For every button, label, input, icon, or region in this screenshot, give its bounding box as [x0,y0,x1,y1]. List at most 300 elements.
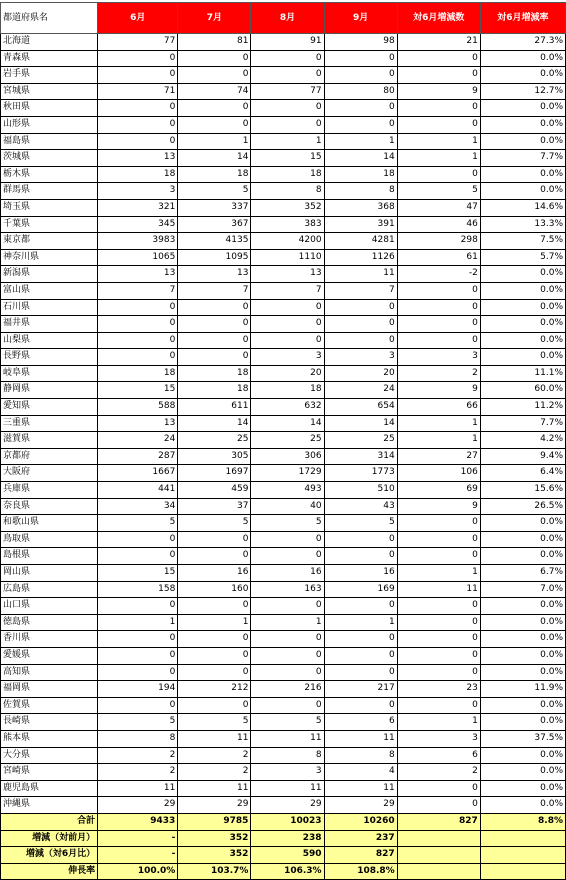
cell-august: 29 [251,797,324,814]
cell-june: 0 [98,548,178,565]
footer-cell-prefecture: 合計 [1,813,98,830]
table-row [1,67,566,84]
table-row [1,548,566,565]
table-row [1,482,566,499]
table-row [1,714,566,731]
cell-prefecture: 鳥取県 [1,531,98,548]
cell-prefecture: 福岡県 [1,681,98,698]
cell-change-rate: 9.4% [480,448,565,465]
footer-cell-august: 590 [251,847,324,864]
cell-june: 0 [98,647,178,664]
cell-july: 0 [178,67,251,84]
cell-september: 169 [324,581,397,598]
table-row [1,233,566,250]
table-row [1,266,566,283]
cell-september: 18 [324,166,397,183]
cell-change-count: 11 [397,581,480,598]
table-row [1,116,566,133]
table-row [1,83,566,100]
cell-july: 2 [178,764,251,781]
cell-september: 20 [324,365,397,382]
footer-cell-september: 827 [324,847,397,864]
cell-change-count: 9 [397,83,480,100]
cell-change-count: 69 [397,482,480,499]
footer-cell-september: 237 [324,830,397,847]
cell-august: 493 [251,482,324,499]
table-row [1,631,566,648]
cell-june: 0 [98,349,178,366]
cell-change-count: 1 [397,432,480,449]
cell-july: 337 [178,199,251,216]
footer-cell-june: - [98,830,178,847]
cell-change-count: 0 [397,332,480,349]
footer-cell-change-rate [480,847,565,864]
table-row [1,531,566,548]
cell-change-count: 0 [397,797,480,814]
cell-change-rate: 7.7% [480,150,565,167]
cell-august: 40 [251,498,324,515]
cell-july: 0 [178,664,251,681]
table-row [1,565,566,582]
cell-september: 6 [324,714,397,731]
cell-july: 29 [178,797,251,814]
footer-cell-august: 10023 [251,813,324,830]
cell-july: 212 [178,681,251,698]
cell-july: 0 [178,299,251,316]
cell-change-count: 66 [397,399,480,416]
cell-prefecture: 和歌山県 [1,515,98,532]
footer-cell-change-count [397,847,480,864]
footer-cell-change-rate [480,830,565,847]
cell-change-rate: 0.0% [480,166,565,183]
cell-prefecture: 広島県 [1,581,98,598]
table-row [1,730,566,747]
table-row [1,432,566,449]
cell-september: 510 [324,482,397,499]
cell-august: 0 [251,598,324,615]
footer-cell-june: 100.0% [98,863,178,880]
cell-change-count: 0 [397,67,480,84]
cell-change-rate: 0.0% [480,316,565,333]
cell-change-count: 0 [397,647,480,664]
cell-prefecture: 福島県 [1,133,98,150]
cell-september: 1 [324,133,397,150]
cell-prefecture: 山形県 [1,116,98,133]
cell-july: 25 [178,432,251,449]
cell-change-count: 0 [397,515,480,532]
footer-cell-prefecture: 伸長率 [1,863,98,880]
cell-prefecture: 大分県 [1,747,98,764]
cell-june: 158 [98,581,178,598]
table-row [1,647,566,664]
cell-august: 1 [251,133,324,150]
table-row [1,697,566,714]
cell-august: 0 [251,664,324,681]
cell-july: 0 [178,631,251,648]
cell-june: 2 [98,764,178,781]
cell-september: 314 [324,448,397,465]
cell-september: 0 [324,67,397,84]
footer-cell-change-rate: 8.8% [480,813,565,830]
cell-july: 0 [178,548,251,565]
cell-july: 367 [178,216,251,233]
cell-june: 0 [98,100,178,117]
cell-august: 8 [251,183,324,200]
cell-june: 441 [98,482,178,499]
cell-september: 0 [324,316,397,333]
cell-prefecture: 静岡県 [1,382,98,399]
cell-september: 98 [324,34,397,51]
cell-prefecture: 東京都 [1,233,98,250]
cell-july: 0 [178,531,251,548]
cell-prefecture: 秋田県 [1,100,98,117]
cell-august: 8 [251,747,324,764]
table-row [1,199,566,216]
cell-september: 0 [324,100,397,117]
cell-september: 11 [324,730,397,747]
footer-cell-august: 238 [251,830,324,847]
footer-cell-july: 352 [178,830,251,847]
cell-august: 11 [251,780,324,797]
cell-change-count: 0 [397,664,480,681]
cell-september: 80 [324,83,397,100]
table-row [1,465,566,482]
footer-cell-prefecture: 増減（対前月） [1,830,98,847]
header-june: 6月 [98,3,178,34]
cell-july: 459 [178,482,251,499]
cell-july: 1 [178,133,251,150]
table-row [1,316,566,333]
cell-august: 4200 [251,233,324,250]
cell-july: 13 [178,266,251,283]
table-row [1,780,566,797]
cell-june: 13 [98,415,178,432]
table-row [1,150,566,167]
cell-august: 0 [251,50,324,67]
cell-change-count: 3 [397,349,480,366]
cell-september: 14 [324,415,397,432]
cell-july: 14 [178,415,251,432]
cell-june: 1 [98,614,178,631]
cell-june: 0 [98,598,178,615]
cell-prefecture: 徳島県 [1,614,98,631]
cell-september: 0 [324,50,397,67]
table-row [1,664,566,681]
header-september: 9月 [324,3,397,34]
cell-change-rate: 0.0% [480,515,565,532]
cell-change-rate: 0.0% [480,349,565,366]
table-footer [1,813,566,879]
cell-prefecture: 岐阜県 [1,365,98,382]
cell-prefecture: 千葉県 [1,216,98,233]
change-vs-june-row [1,847,566,864]
cell-june: 8 [98,730,178,747]
cell-change-rate: 11.9% [480,681,565,698]
footer-cell-change-count: 827 [397,813,480,830]
cell-july: 1697 [178,465,251,482]
cell-june: 0 [98,67,178,84]
cell-august: 5 [251,714,324,731]
cell-prefecture: 熊本県 [1,730,98,747]
cell-change-count: 0 [397,697,480,714]
cell-prefecture: 福井県 [1,316,98,333]
cell-september: 4 [324,764,397,781]
table-row [1,448,566,465]
cell-change-count: 46 [397,216,480,233]
header-july: 7月 [178,3,251,34]
cell-july: 5 [178,515,251,532]
cell-august: 18 [251,382,324,399]
table-row [1,133,566,150]
cell-june: 0 [98,133,178,150]
cell-change-count: 1 [397,714,480,731]
cell-july: 7 [178,282,251,299]
cell-prefecture: 京都府 [1,448,98,465]
cell-prefecture: 山梨県 [1,332,98,349]
cell-august: 0 [251,697,324,714]
cell-july: 11 [178,730,251,747]
cell-june: 34 [98,498,178,515]
cell-august: 216 [251,681,324,698]
cell-august: 20 [251,365,324,382]
footer-cell-change-count [397,830,480,847]
cell-june: 0 [98,664,178,681]
table-row [1,50,566,67]
cell-change-rate: 0.0% [480,664,565,681]
cell-prefecture: 島根県 [1,548,98,565]
cell-change-rate: 0.0% [480,100,565,117]
cell-july: 14 [178,150,251,167]
cell-july: 0 [178,316,251,333]
cell-change-count: 0 [397,100,480,117]
cell-september: 4281 [324,233,397,250]
cell-change-rate: 0.0% [480,133,565,150]
cell-august: 0 [251,332,324,349]
cell-june: 18 [98,166,178,183]
cell-change-rate: 0.0% [480,183,565,200]
cell-july: 1095 [178,249,251,266]
cell-july: 0 [178,697,251,714]
cell-change-rate: 13.3% [480,216,565,233]
cell-change-count: 0 [397,598,480,615]
cell-change-rate: 0.0% [480,531,565,548]
cell-september: 3 [324,349,397,366]
cell-june: 13 [98,150,178,167]
cell-change-rate: 0.0% [480,714,565,731]
cell-july: 81 [178,34,251,51]
footer-cell-june: 9433 [98,813,178,830]
table-row [1,349,566,366]
table-row [1,100,566,117]
cell-july: 18 [178,382,251,399]
cell-prefecture: 岩手県 [1,67,98,84]
cell-prefecture: 長野県 [1,349,98,366]
cell-june: 24 [98,432,178,449]
cell-change-count: 0 [397,614,480,631]
cell-change-count: 61 [397,249,480,266]
cell-september: 0 [324,697,397,714]
cell-september: 0 [324,332,397,349]
cell-change-rate: 0.0% [480,697,565,714]
cell-change-rate: 26.5% [480,498,565,515]
cell-prefecture: 栃木県 [1,166,98,183]
cell-september: 16 [324,565,397,582]
footer-cell-september: 10260 [324,813,397,830]
cell-change-rate: 0.0% [480,299,565,316]
cell-august: 16 [251,565,324,582]
cell-september: 0 [324,631,397,648]
cell-september: 0 [324,299,397,316]
cell-august: 13 [251,266,324,283]
cell-change-rate: 0.0% [480,764,565,781]
cell-august: 0 [251,100,324,117]
cell-june: 15 [98,565,178,582]
table-row [1,34,566,51]
cell-july: 5 [178,183,251,200]
cell-september: 0 [324,548,397,565]
cell-august: 1110 [251,249,324,266]
table-row [1,598,566,615]
cell-june: 0 [98,299,178,316]
footer-cell-change-rate [480,863,565,880]
cell-august: 3 [251,764,324,781]
cell-september: 29 [324,797,397,814]
cell-prefecture: 愛媛県 [1,647,98,664]
cell-change-count: 27 [397,448,480,465]
cell-june: 5 [98,515,178,532]
cell-september: 1773 [324,465,397,482]
cell-june: 3983 [98,233,178,250]
cell-change-rate: 0.0% [480,647,565,664]
cell-august: 0 [251,531,324,548]
cell-august: 15 [251,150,324,167]
cell-change-rate: 5.7% [480,249,565,266]
cell-change-rate: 0.0% [480,332,565,349]
cell-change-rate: 0.0% [480,631,565,648]
cell-june: 0 [98,316,178,333]
cell-september: 25 [324,432,397,449]
cell-june: 345 [98,216,178,233]
cell-prefecture: 三重県 [1,415,98,432]
cell-prefecture: 高知県 [1,664,98,681]
cell-prefecture: 香川県 [1,631,98,648]
cell-september: 43 [324,498,397,515]
cell-july: 37 [178,498,251,515]
change-prev-month-row [1,830,566,847]
cell-change-rate: 60.0% [480,382,565,399]
cell-change-count: 9 [397,498,480,515]
cell-september: 11 [324,780,397,797]
cell-august: 306 [251,448,324,465]
cell-july: 0 [178,647,251,664]
cell-change-rate: 0.0% [480,67,565,84]
cell-june: 0 [98,531,178,548]
cell-july: 0 [178,100,251,117]
table-body [1,34,566,814]
cell-change-count: 23 [397,681,480,698]
cell-july: 0 [178,349,251,366]
cell-august: 352 [251,199,324,216]
cell-september: 0 [324,664,397,681]
cell-prefecture: 沖縄県 [1,797,98,814]
cell-august: 0 [251,67,324,84]
cell-prefecture: 青森県 [1,50,98,67]
cell-change-count: 6 [397,747,480,764]
cell-august: 163 [251,581,324,598]
cell-prefecture: 群馬県 [1,183,98,200]
cell-change-rate: 0.0% [480,266,565,283]
cell-change-rate: 27.3% [480,34,565,51]
cell-july: 74 [178,83,251,100]
table-row [1,332,566,349]
cell-september: 0 [324,116,397,133]
cell-august: 0 [251,316,324,333]
cell-change-rate: 0.0% [480,598,565,615]
cell-change-rate: 11.1% [480,365,565,382]
table-row [1,299,566,316]
cell-june: 2 [98,747,178,764]
cell-change-count: 0 [397,116,480,133]
cell-change-count: 0 [397,631,480,648]
footer-cell-july: 103.7% [178,863,251,880]
cell-august: 632 [251,399,324,416]
cell-august: 0 [251,116,324,133]
cell-change-count: 0 [397,531,480,548]
cell-august: 3 [251,349,324,366]
cell-prefecture: 富山県 [1,282,98,299]
cell-change-rate: 0.0% [480,50,565,67]
cell-august: 14 [251,415,324,432]
cell-prefecture: 長崎県 [1,714,98,731]
cell-august: 0 [251,299,324,316]
cell-prefecture: 滋賀県 [1,432,98,449]
cell-change-count: 47 [397,199,480,216]
footer-cell-july: 9785 [178,813,251,830]
cell-june: 29 [98,797,178,814]
cell-july: 0 [178,598,251,615]
cell-prefecture: 山口県 [1,598,98,615]
cell-prefecture: 岡山県 [1,565,98,582]
footer-cell-august: 106.3% [251,863,324,880]
table-row [1,282,566,299]
cell-change-rate: 11.2% [480,399,565,416]
cell-change-count: 0 [397,166,480,183]
cell-september: 7 [324,282,397,299]
table-row [1,498,566,515]
cell-july: 11 [178,780,251,797]
cell-july: 18 [178,365,251,382]
cell-change-rate: 4.2% [480,432,565,449]
cell-prefecture: 佐賀県 [1,697,98,714]
cell-june: 194 [98,681,178,698]
cell-june: 71 [98,83,178,100]
cell-july: 0 [178,116,251,133]
table-row [1,399,566,416]
cell-june: 287 [98,448,178,465]
table-row [1,614,566,631]
cell-june: 1667 [98,465,178,482]
cell-july: 16 [178,565,251,582]
table-row [1,216,566,233]
cell-august: 25 [251,432,324,449]
cell-july: 2 [178,747,251,764]
cell-july: 5 [178,714,251,731]
cell-july: 18 [178,166,251,183]
cell-september: 11 [324,266,397,283]
cell-september: 0 [324,647,397,664]
table-row [1,681,566,698]
cell-prefecture: 大阪府 [1,465,98,482]
